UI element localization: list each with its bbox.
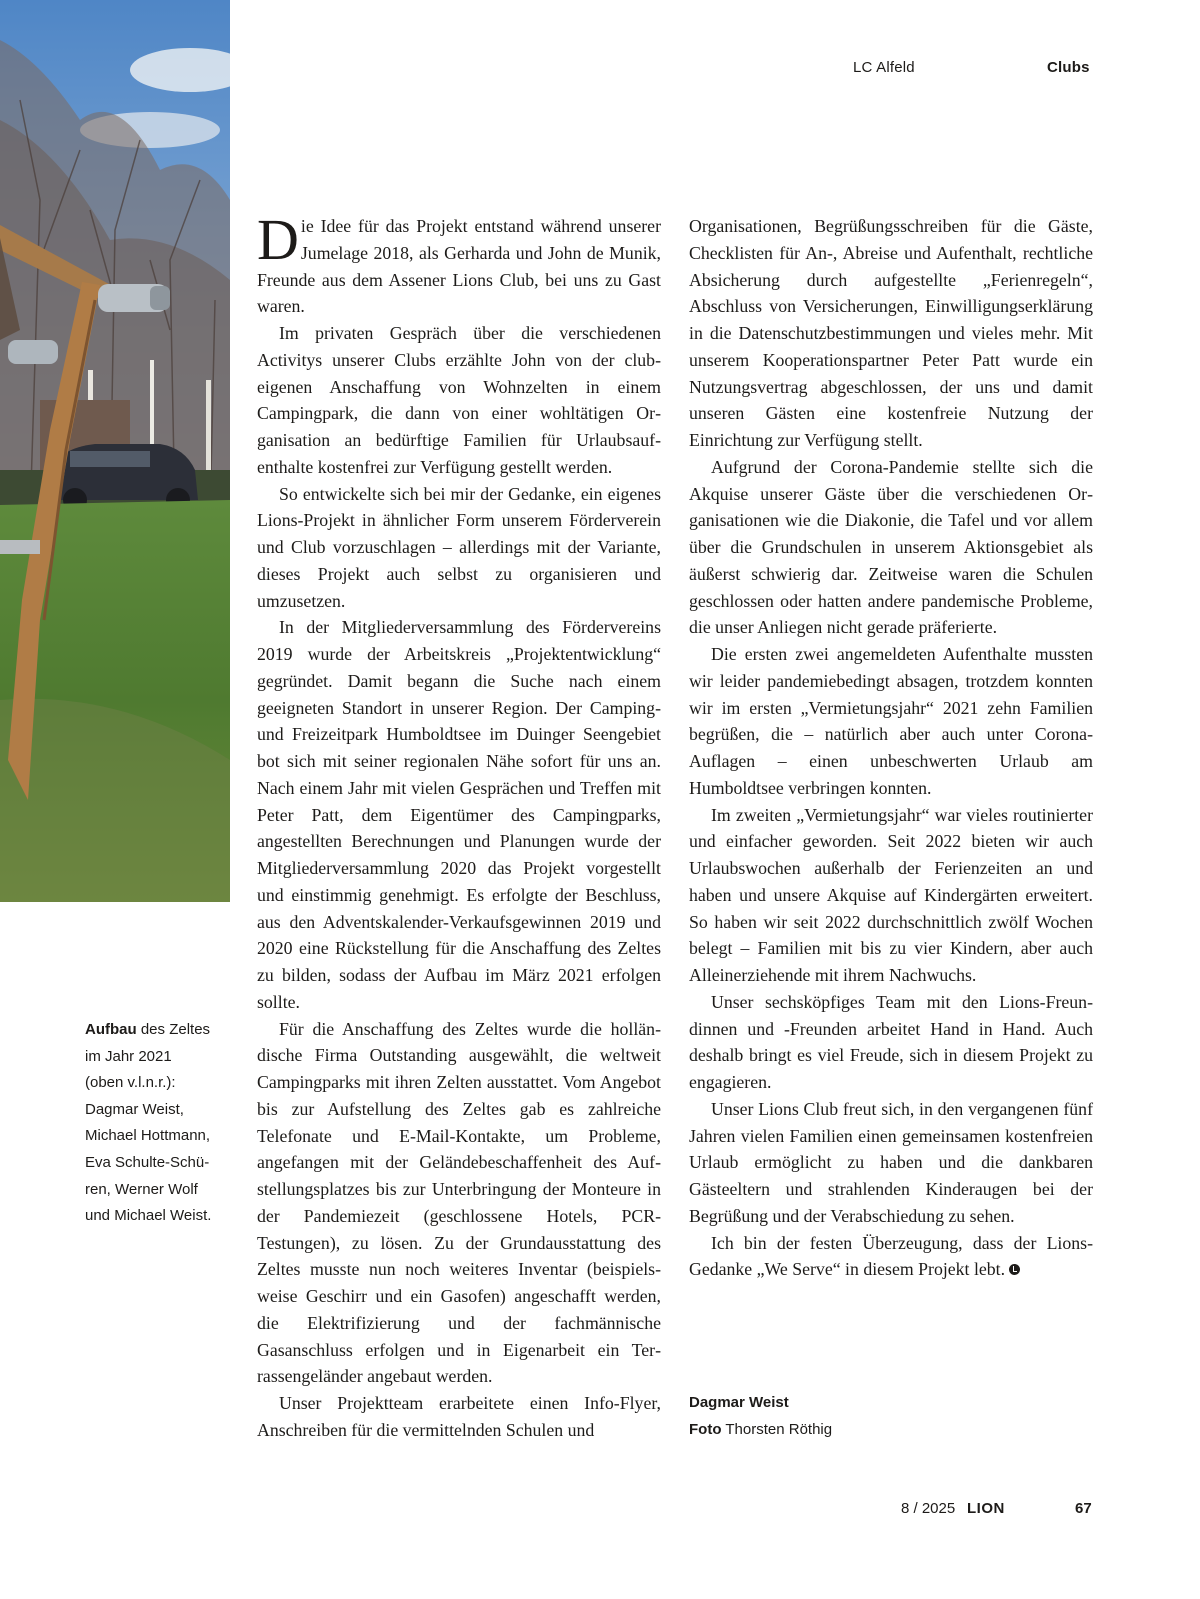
caption-line-3: (oben v.l.n.r.): <box>85 1074 176 1092</box>
paragraph: Im zweiten „Vermietungsjahr“ war vieles routinierter und einfacher geworden. Seit 2022 bieten wir auch Urlaubswochen außerhalb der Ferienzeiten an und haben und unsere Akquise auf Kindergärten erweitert. So haben wir seit 2022 durchschnittlich zwölf Wochen belegt – Familien mit bis zu vier Kindern, aber auch Alleinerziehende mit ihrem Nachwuchs. <box>689 804 1093 985</box>
caption-bold-lead: Aufbau <box>85 1021 137 1038</box>
paragraph: Unser sechsköpfiges Team mit den Lions-Freundinnen und -Freunden arbeitet Hand in Hand. Auch deshalb bringt es viel Freude, sich in diesem Projekt zu engagieren. <box>689 991 1093 1092</box>
paragraph: Im privaten Gespräch über die verschiedenen Activitys unserer Clubs erzählte John von der clubeigenen Anschaffung von Wohnzelten in einem Campingpark, die dann von einer wohltätigen Organisation an bedürftige Familien für Urlaubsaufenthalte kostenfrei zur Verfügung gestellt werden. <box>257 323 661 477</box>
caption-line-4: Dagmar Weist, <box>85 1100 184 1118</box>
caption-line-7: ren, Werner Wolf <box>85 1180 198 1198</box>
article-column-1 <box>257 207 661 1444</box>
paragraph: Aufgrund der Corona-Pandemie stellte sich die Akquise unserer Gäste über die verschiedenen Organisationen wie die Diakonie, die Tafel und vor allem über die Grundschulen in unserem Aktionsgebiet als äußerst schwierig dar. Zeitweise waren die Schulen geschlossen oder hatten andere pandemische Probleme, die unser Anliegen nicht gerade präferierte. <box>689 456 1093 638</box>
drop-cap: D <box>257 207 299 272</box>
author-name: Dagmar Weist <box>689 1394 789 1411</box>
footer-issue: 8 / 2025 <box>901 1500 956 1517</box>
photographer-name: Thorsten Röthig <box>725 1421 833 1438</box>
paragraph: Die Idee für das Projekt entstand während unserer Jumelage 2018, als Gerharda und John de Munik, Freunde aus dem Assener Lions Club, bei uns zu Gast waren. <box>257 207 661 317</box>
page-number: 67 <box>1075 1500 1092 1517</box>
lion-end-mark-icon <box>1009 1264 1020 1275</box>
paragraph: Unser Lions Club freut sich, in den vergangenen fünf Jahren vielen Familien einen gemeinsamen kostenfreien Urlaub ermöglicht zu haben und die dankbaren Gästeeltern und strahlenden Kinderaugen bei der Begrüßung und der Verabschiedung zu sehen. <box>689 1098 1093 1226</box>
header-section-name: Clubs <box>1047 59 1090 76</box>
paragraph: Unser Projektteam erarbeitete einen Info-Flyer, Anschreiben für die vermittelnden Schulen und <box>257 1393 661 1440</box>
tent-construction-photo-icon <box>0 0 230 902</box>
byline <box>689 1389 832 1443</box>
paragraph-final: Ich bin der festen Überzeugung, dass der Lions-Gedanke „We Serve“ in diesem Projekt lebt. <box>689 1232 1093 1280</box>
paragraph: Die ersten zwei angemeldeten Aufenthalte mussten wir leider pandemiebedingt absagen, trotzdem konnten wir im ersten „Vermietungsjahr“ 2021 zehn Familien begrüßen, die – natürlich aber auch unter Corona-Auflagen – einen unbeschwerten Urlaub am Humboldtsee verbringen konnten. <box>689 644 1093 798</box>
header-club-name: LC Alfeld <box>853 59 915 76</box>
article-column-2 <box>689 213 1093 1283</box>
paragraph: So entwickelte sich bei mir der Gedanke, ein eigenes Lions-Projekt in ähnlicher Form unserem Förderverein und Club vorzuschlagen – allerdings mit der Variante, dieses Projekt auch selbst zu organisieren und umzusetzen. <box>257 483 661 611</box>
caption-line-5: Michael Hottmann, <box>85 1127 211 1145</box>
caption-line-8: und Michael Weist. <box>85 1207 212 1225</box>
caption-line-6: Eva Schulte-Schü- <box>85 1153 210 1171</box>
paragraph: In der Mitgliederversammlung des Fördervereins 2019 wurde der Arbeitskreis „Projektentwicklung“ gegründet. Damit begann die Suche nach einem geeigneten Standort in unserer Region. Der Camping- und Freizeitpark Humboldtsee im Duinger Seengebiet bot sich mit seiner regionalen Nähe sofort für uns an. Nach einem Jahr mit vielen Gesprächen und Treffen mit Peter Patt, dem Eigentümer des Campingparks, angestellten Berechnungen und Planungen wurde der Mitgliederversammlung 2020 das Projekt vorgestellt und einstimmig genehmigt. Es erfolgte der Beschluss, aus den Adventskalender-Verkaufsgewinnen 2019 und 2020 eine Rückstellung für die Anschaffung des Zeltes zu bilden, sodass der Aufbau im März 2021 erfolgen sollte. <box>257 617 661 1012</box>
photo-caption <box>85 1017 235 1230</box>
caption-line-1: Aufbau des Zeltes <box>85 1021 211 1038</box>
caption-line-2: im Jahr 2021 <box>85 1047 172 1065</box>
footer-magazine-name: LION <box>967 1500 1005 1517</box>
photo-credit-label: Foto <box>689 1421 722 1438</box>
article-photo <box>0 0 230 902</box>
paragraph: Organisationen, Begrüßungsschreiben für die Gäste, Checklisten für An-, Abreise und Aufenthalt, rechtliche Absicherung durch aufgestellte „Ferienregeln“, Abschluss von Versicherungen, Einwilligungserklärung in die Datenschutzbestimmungen und vieles mehr. Mit unserem Kooperationspartner Peter Patt wurde ein Nutzungsvertrag abgeschlossen, der uns und damit unseren Gästen eine kostenfreie Nutzung der Einrichtung zur Verfügung stellt. <box>689 216 1093 450</box>
paragraph: Für die Anschaffung des Zeltes wurde die holländische Firma Outstanding ausgewählt, die weltweit Campingparks mit ihren Zelten ausstattet. Vom Angebot bis zur Aufstellung des Zeltes gab es zahlreiche Telefonate und E-Mail-Kontakte, um Probleme, angefangen mit der Geländebeschaffenheit des Aufstellungsplatzes bis zur Unterbringung der Monteure in der Pandemiezeit (geschlossene Hotels, PCR-Testungen), zu lösen. Zu der Grundausstattung des Zeltes musste nun noch weiteres Inventar (beispielsweise Geschirr und ein Gasofen) angeschafft werden, die Elektrifizierung und der fachmännische Gasanschluss erfolgen und in Eigenarbeit ein Terrassengeländer angebaut werden. <box>257 1018 661 1387</box>
